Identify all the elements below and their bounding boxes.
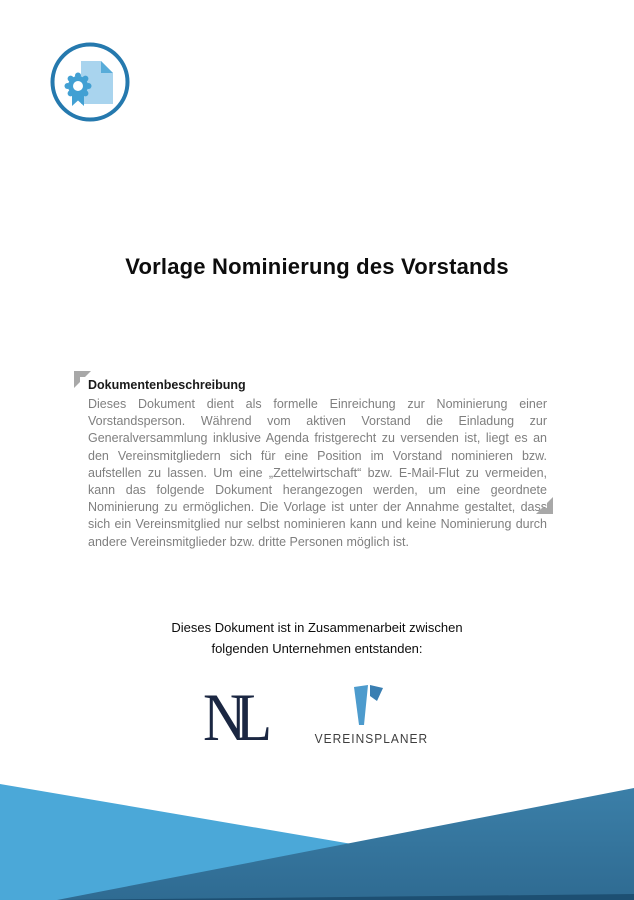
description-paragraph: Dieses Dokument dient als formelle Einreichung zur Nominierung einer Vorstandsperson. Während vom aktiven Vorstand die Einladung zur Generalversammlung inklusive Agenda fristgerecht zu versenden ist, liegt es an den Vereinsmitgliedern sich für eine Position im Vorstand nominieren bzw. aufstellen zu lassen. Um eine „Zettelwirtschaft“ bzw. E-Mail-Flut zu vermeiden, kann das folgende Dokument herangezogen werden, um eine geordnete Nominierung zu ermöglichen. Die Vorlage ist unter der Annahme gestaltet, dass sich ein Vereinsmitglied nur selbst nominieren kann und keine Nominierung durch andere Vereinsmitglieder bzw. dritte Personen möglich ist.	[88, 397, 547, 549]
header-logo	[50, 42, 130, 122]
page-title: Vorlage Nominierung des Vorstands	[125, 254, 509, 279]
description-section	[88, 378, 547, 551]
collaboration-line-2: folgenden Unternehmen entstanden:	[211, 641, 423, 656]
corner-bracket-bottom-right-icon	[536, 497, 553, 514]
vereinsplaner-logo	[310, 684, 429, 746]
bottom-decoration-wedges	[0, 780, 634, 900]
vereinsplaner-vp-mark-icon	[351, 684, 385, 728]
document-with-rosette-icon	[50, 42, 130, 122]
collaboration-note	[0, 617, 634, 659]
nl-monogram-logo: NL	[203, 679, 262, 755]
collaboration-line-1: Dieses Dokument ist in Zusammenarbeit zwischen	[171, 620, 463, 635]
description-heading: Dokumentenbeschreibung	[88, 378, 246, 392]
corner-bracket-top-left-icon	[74, 371, 91, 388]
vereinsplaner-wordmark: VEREINSPLANER	[314, 731, 429, 746]
